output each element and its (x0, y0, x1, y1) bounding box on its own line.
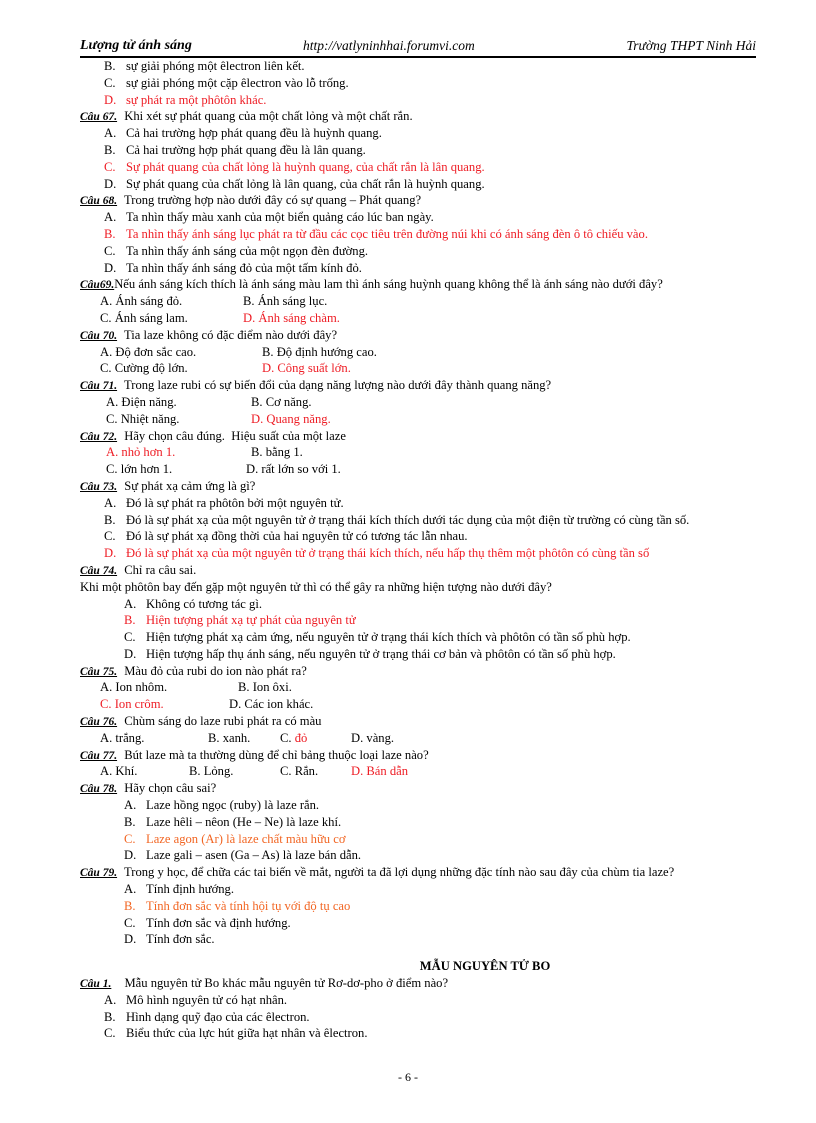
question-text: Tia laze không có đặc điểm nào dưới đây? (124, 327, 338, 342)
options-row-ab (80, 344, 770, 361)
document-body (80, 58, 770, 1042)
question-label: Câu 75. (80, 665, 118, 678)
option-text: Đó là sự phát ra phôtôn bởi một nguyên tử. (126, 495, 344, 510)
option-text: Ta nhìn thấy màu xanh của một biển quảng cáo lúc ban ngày. (126, 210, 434, 225)
option-a: A. trắng. (100, 730, 145, 745)
question-label: Câu 78. (80, 783, 118, 796)
option-letter: B. (104, 59, 116, 73)
option-letter: A. (124, 882, 137, 897)
option-b: B. Cơ năng. (251, 394, 312, 409)
question-text: Nếu ánh sáng kích thích là ánh sáng màu lam thì ánh sáng huỳnh quang không thể là ánh sáng nào dưới đây? (114, 277, 663, 292)
section-title: MẪU NGUYÊN TỬ BO (419, 959, 551, 974)
question-71 (80, 377, 770, 394)
option-letter: D. (124, 646, 137, 661)
option-a: A. Độ đơn sắc cao. (100, 344, 197, 359)
option-c-correct (80, 159, 770, 176)
question-text: Hãy chọn câu đúng. Hiệu suất của một laze (124, 428, 346, 443)
option-a (80, 992, 770, 1009)
option-letter: C. (124, 630, 136, 645)
option-c: C. Ánh sáng lam. (100, 310, 188, 325)
option-letter: D. (104, 260, 117, 275)
question-74 (80, 562, 770, 579)
option-d (80, 931, 770, 948)
option-c: C. Nhiệt năng. (106, 411, 180, 426)
option-text: Đó là sự phát xạ của một nguyên tử ở trạng thái kích thích dưới tác dụng của một điện từ trường có cùng tần số. (126, 512, 690, 527)
question-78 (80, 780, 770, 797)
option-a: A. Ánh sáng đỏ. (100, 294, 183, 309)
option-b (80, 512, 770, 529)
options-row-ab (80, 444, 770, 461)
question-text: Trong y học, để chữa các tai biến về mắt, người ta đã lợi dụng những đặc tính nào sau đây của chùm tia laze? (124, 865, 675, 880)
option-d: D. Các ion khác. (229, 697, 314, 712)
option-d-correct (80, 545, 770, 562)
option-b (80, 814, 770, 831)
question-67 (80, 108, 770, 125)
question-label: Câu 67. (80, 111, 118, 124)
question-text: Trong laze rubi có sự biến đổi của dạng năng lượng nào dưới đây thành quang năng? (124, 378, 552, 393)
option-letter: A. (104, 126, 117, 141)
option-letter: B. (124, 613, 136, 628)
option-letter: D. (104, 546, 117, 561)
option-c: C. Cường độ lớn. (100, 361, 188, 376)
question-label: Câu 79. (80, 867, 118, 880)
option-letter: C. (124, 831, 136, 846)
option-text: Mô hình nguyên tử có hạt nhân. (126, 992, 288, 1007)
option-b: B. bằng 1. (251, 445, 303, 460)
option-d-correct: D. Quang năng. (251, 411, 331, 426)
option-text: sự phát ra một phôtôn khác. (126, 92, 267, 107)
question-76 (80, 713, 770, 730)
option-letter: C. (104, 529, 116, 544)
option-a: A. Ion nhôm. (100, 680, 168, 695)
option-letter: A. (104, 495, 117, 510)
option-text: Tính định hướng. (146, 882, 234, 897)
question-text: Khi xét sự phát quang của một chất lỏng và một chất rắn. (124, 109, 413, 124)
question-text: Hãy chọn câu sai? (124, 781, 217, 796)
question-text: Chùm sáng do laze rubi phát ra có màu (124, 714, 322, 729)
question-label: Câu 1. (80, 978, 112, 991)
option-text: Tính đơn sắc và định hướng. (146, 915, 291, 930)
option-c (80, 915, 770, 932)
option-letter: B. (104, 512, 116, 527)
option-a: A. Khí. (100, 764, 138, 779)
option-b: B. xanh. (208, 730, 251, 745)
option-text: Đó là sự phát xạ của một nguyên tử ở trạng thái kích thích, nếu hấp thụ thêm một phôtôn có cùng tần số (126, 546, 650, 561)
option-letter: C. (124, 915, 136, 930)
option-d (80, 646, 770, 663)
question-72 (80, 428, 770, 445)
option-letter: B. (104, 142, 116, 157)
question-text: Trong trường hợp nào dưới đây có sự quang – Phát quang? (124, 193, 422, 208)
options-row-ab (80, 679, 770, 696)
option-text: Đó là sự phát xạ đồng thời của hai nguyên tử có tương tác lẫn nhau. (126, 529, 468, 544)
option-text: Hình dạng quỹ đạo của các êlectron. (126, 1009, 310, 1024)
option-d-correct: D. Bán dẫn (351, 764, 409, 779)
question-label: Câu 70. (80, 329, 118, 342)
question-75 (80, 663, 770, 680)
question-text: Mẫu nguyên tử Bo khác mẫu nguyên tử Rơ-dơ-pho ở điểm nào? (124, 976, 449, 991)
option-d-correct: D. Ánh sáng chàm. (243, 310, 340, 325)
option-c: C. Rắn. (280, 764, 319, 779)
option-a (80, 797, 770, 814)
option-text: Cả hai trường hợp phát quang đều là lân quang. (126, 142, 366, 157)
option-b: B. Ion ôxi. (238, 680, 292, 695)
options-row (80, 763, 770, 780)
question-70 (80, 327, 770, 344)
question-label: Câu69. (80, 279, 115, 292)
option-text: Hiện tượng hấp thụ ánh sáng, nếu nguyên tử ở trạng thái cơ bản và phôtôn có tần số phù hợp. (146, 646, 616, 661)
options-row-cd (80, 461, 770, 478)
option-text: Không có tương tác gì. (146, 596, 262, 611)
option-d (80, 176, 770, 193)
option-d-correct (80, 92, 770, 109)
header-school: Trường THPT Ninh Hải (626, 38, 756, 53)
option-c-correct: C. Ion crôm. (100, 697, 164, 712)
option-b: B. Ánh sáng lục. (243, 294, 328, 309)
option-letter: D. (104, 92, 117, 107)
question-77 (80, 747, 770, 764)
question-label: Câu 73. (80, 480, 118, 493)
question-label: Câu 68. (80, 195, 118, 208)
option-a (80, 495, 770, 512)
option-d (80, 260, 770, 277)
option-b-correct (80, 612, 770, 629)
option-b-correct (80, 898, 770, 915)
option-b (80, 142, 770, 159)
option-letter: A. (104, 992, 117, 1007)
options-row-cd (80, 696, 770, 713)
option-c (80, 243, 770, 260)
options-row-cd (80, 310, 770, 327)
option-b-correct (80, 226, 770, 243)
option-letter: C. (104, 243, 116, 258)
option-letter: A. (124, 798, 137, 813)
option-c (280, 730, 307, 747)
option-text: Laze agon (Ar) là laze chất màu hữu cơ (146, 831, 346, 846)
question-73 (80, 478, 770, 495)
header-url[interactable]: http://vatlyninhhai.forumvi.com (303, 38, 475, 53)
option-a: A. Điện năng. (106, 394, 177, 409)
options-row-cd (80, 360, 770, 377)
option-a (80, 881, 770, 898)
option-letter: C. (104, 75, 116, 90)
question-1 (80, 975, 770, 992)
option-b (80, 1009, 770, 1026)
option-letter: B. (124, 814, 136, 829)
question-subtext: Khi một phôtôn bay đến gặp một nguyên tử thì có thể gây ra những hiện tượng nào dưới đây? (80, 579, 552, 594)
option-c (80, 1025, 770, 1042)
option-letter: B. (104, 1009, 116, 1024)
option-b: B. Độ định hướng cao. (262, 344, 377, 359)
question-label: Câu 76. (80, 716, 118, 729)
option-c: C. lớn hơn 1. (106, 462, 173, 477)
option-letter: A. (124, 596, 137, 611)
question-label: Câu 74. (80, 564, 118, 577)
option-letter: C. (104, 159, 116, 174)
option-d: D. vàng. (351, 730, 395, 745)
option-letter: D. (104, 176, 117, 191)
option-text: Ta nhìn thấy ánh sáng của một ngọn đèn đường. (126, 243, 369, 258)
question-text: Bút laze mà ta thường dùng để chỉ bảng thuộc loại laze nào? (124, 747, 429, 762)
options-row-ab (80, 394, 770, 411)
question-label: Câu 71. (80, 380, 118, 393)
question-text: Màu đỏ của rubi do ion nào phát ra? (124, 663, 307, 678)
option-letter: B. (124, 898, 136, 913)
header-topic: Lượng tử ánh sáng (80, 38, 192, 53)
options-row-ab (80, 293, 770, 310)
option-text: Cả hai trường hợp phát quang đều là huỳnh quang. (126, 126, 382, 141)
option-b: B. Lỏng. (189, 764, 234, 779)
option-a (80, 125, 770, 142)
option-letter: A. (104, 210, 117, 225)
option-d: D. rất lớn so với 1. (246, 462, 341, 477)
option-d (80, 847, 770, 864)
option-a (80, 209, 770, 226)
option-a (80, 596, 770, 613)
option-text: Laze gali – asen (Ga – As) là laze bán dẫn. (146, 848, 362, 863)
option-letter: B. (104, 226, 116, 241)
options-row-cd (80, 411, 770, 428)
question-79 (80, 864, 770, 881)
option-text: Hiện tượng phát xạ tự phát của nguyên tử (146, 613, 356, 628)
option-text: Hiện tượng phát xạ cảm ứng, nếu nguyên tử ở trạng thái kích thích và phôtôn có tần số phù hợp. (146, 630, 631, 645)
option-letter: D. (124, 848, 137, 863)
option-text: Tính đơn sắc. (146, 932, 215, 947)
option-text: Tính đơn sắc và tính hội tụ với độ tụ cao (146, 898, 351, 913)
question-label: Câu 77. (80, 749, 118, 762)
option-text: sự giải phóng một cặp êlectron vào lỗ trống. (126, 75, 349, 90)
option-letter: C. (104, 1026, 116, 1041)
option-letter: D. (124, 932, 137, 947)
option-a-correct: A. nhỏ hơn 1. (106, 445, 176, 460)
option-c-correct (80, 831, 770, 848)
page-header (80, 38, 756, 58)
option-text: Laze hêli – nêon (He – Ne) là laze khí. (146, 814, 342, 829)
question-69 (80, 276, 770, 293)
options-row (80, 730, 770, 747)
option-b (80, 58, 770, 75)
option-text: Ta nhìn thấy ánh sáng đỏ của một tấm kính đỏ. (126, 260, 362, 275)
option-c (80, 629, 770, 646)
option-letter: C. (280, 730, 292, 745)
option-text: Ta nhìn thấy ánh sáng lục phát ra từ đầu các cọc tiêu trên đường núi khi có ánh sáng đèn ô tô chiếu vào. (126, 226, 648, 241)
question-text: Sự phát xạ cảm ứng là gì? (124, 478, 256, 493)
option-text: Biểu thức của lực hút giữa hạt nhân và êlectron. (126, 1026, 368, 1041)
option-text: Sự phát quang của chất lỏng là huỳnh quang, của chất rắn là lân quang. (126, 159, 485, 174)
question-label: Câu 72. (80, 430, 118, 443)
option-text: Sự phát quang của chất lỏng là lân quang, của chất rắn là huỳnh quang. (126, 176, 485, 191)
option-text: sự giải phóng một êlectron liên kết. (126, 59, 305, 73)
question-text: Chỉ ra câu sai. (124, 562, 197, 577)
option-c (80, 528, 770, 545)
question-68 (80, 192, 770, 209)
option-text: Laze hồng ngọc (ruby) là laze rắn. (146, 798, 320, 813)
option-c (80, 75, 770, 92)
page-number: - 6 - (398, 1070, 418, 1084)
option-d-correct: D. Công suất lớn. (262, 361, 351, 376)
option-text-correct: đỏ (294, 730, 308, 745)
